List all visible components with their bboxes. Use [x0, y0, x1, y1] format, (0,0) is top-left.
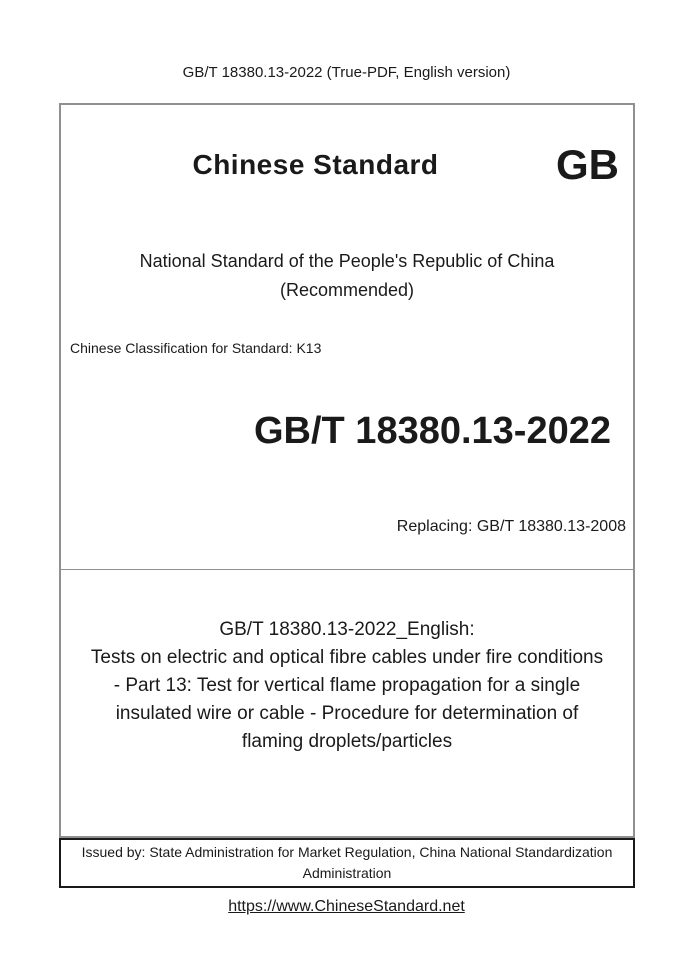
recommended-line: (Recommended): [279, 280, 415, 300]
cover-top-section: [61, 105, 633, 570]
english-title-line: Tests on electric and optical fibre cables under fire conditions: [90, 647, 604, 668]
document-header-title: GB/T 18380.13-2022 (True-PDF, English version): [182, 64, 511, 81]
brand-title: Chinese Standard: [192, 149, 439, 180]
english-title-line: flaming droplets/particles: [241, 731, 453, 752]
english-title-label: GB/T 18380.13-2022_English:: [219, 619, 475, 640]
english-title-line: insulated wire or cable - Procedure for determination of: [115, 703, 579, 724]
website-link[interactable]: https://www.ChineseStandard.net: [228, 898, 465, 915]
replacing-line: Replacing: GB/T 18380.13-2008: [396, 518, 626, 535]
standard-cover-box: [59, 103, 635, 838]
standard-number: GB/T 18380.13-2022: [253, 410, 611, 452]
classification-line: Chinese Classification for Standard: K13: [70, 340, 322, 356]
issued-by-box: [59, 838, 635, 888]
cover-bottom-section: [61, 570, 633, 836]
brand-row: [61, 105, 633, 188]
national-standard-line: National Standard of the People's Republic of China: [139, 251, 555, 271]
english-title-line: - Part 13: Test for vertical flame propagation for a single: [113, 675, 581, 696]
gb-logo: GB: [556, 141, 619, 188]
english-title-block: [61, 570, 633, 756]
footer-link-wrap: [0, 897, 693, 916]
issued-by-text: Issued by: State Administration for Market Regulation, China National Standardization Administration: [81, 844, 613, 881]
